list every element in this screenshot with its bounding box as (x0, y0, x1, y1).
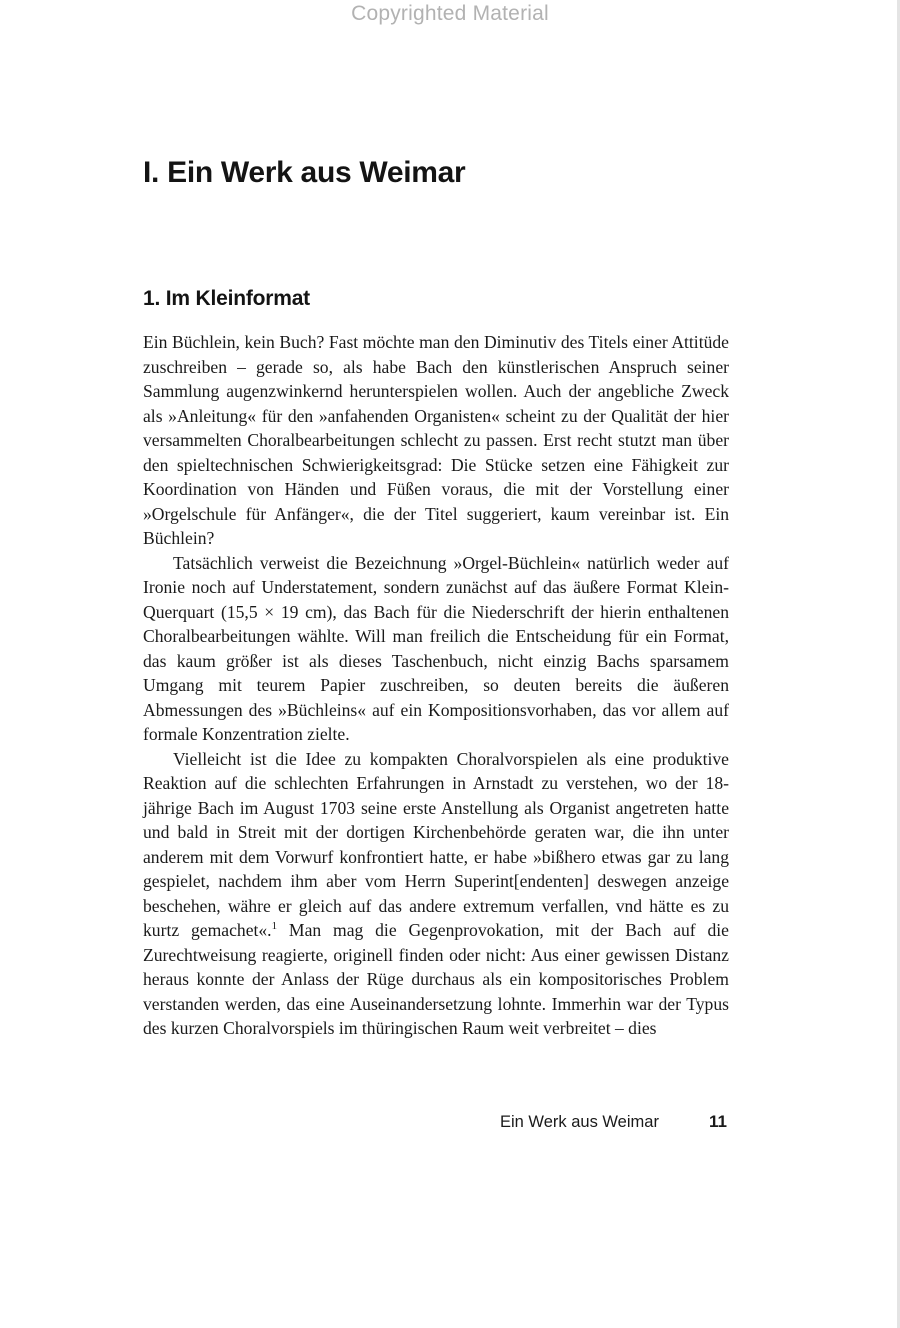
footnote-reference[interactable]: 1 (271, 920, 278, 933)
running-footer-title: Ein Werk aus Weimar (500, 1113, 659, 1131)
body-text (143, 330, 729, 1041)
paragraph-3 (143, 747, 729, 1041)
paragraph-3-text: Vielleicht ist die Idee zu kompakten Choralvorspielen als eine produktive Reaktion auf die schlechten Erfahrungen in Arnstadt zu verstehen, wo der 18-jährige Bach im August 1703 seine erste Anstellung als Organist angetreten hatte und bald in Streit mit der dortigen Kirchenbehörde geraten war, die ihn unter anderem mit dem Vorwurf konfrontiert hatte, er habe »bißhero etwas gar zu lang gespielet, nachdem ihm aber vom Herrn Superint[endenten] deswegen anzeige beschehen, währe er gleich auf das andere extremum verfallen, vnd hätte es zu kurtz gemachet«. (143, 748, 729, 940)
page-number: 11 (709, 1112, 727, 1131)
paragraph-2: Tatsächlich verweist die Bezeichnung »Orgel-Büchlein« natürlich weder auf Ironie noch auf Understatement, sondern zunächst auf das äußere Format Klein-Querquart (15,5 × 19 cm), das Bach für die Niederschrift der hierin enthaltenen Choralbearbeitungen wählte. Will man freilich die Entscheidung für ein Format, das kaum größer ist als dieses Taschenbuch, nicht einzig Bachs sparsamem Umgang mit teurem Papier zuschreiben, so deuten bereits die äußeren Abmessungen des »Büchleins« auf ein Kompositionsvorhaben, das vor allem auf formale Konzentration zielte. (143, 552, 729, 744)
chapter-title: I. Ein Werk aus Weimar (143, 156, 466, 189)
paragraph-1: Ein Büchlein, kein Buch? Fast möchte man den Diminutiv des Titels einer Attitüde zuschreiben – gerade so, als habe Bach den künstlerischen Anspruch seiner Sammlung augenzwinkernd herunterspielen wollen. Auch der angebliche Zweck als »Anleitung« für den »anfahenden Organisten« scheint zu der Qualität der hier versammelten Choralbearbeitungen schlecht zu passen. Erst recht stutzt man über den spieltechnischen Schwierigkeitsgrad: Die Stücke setzen eine Fähigkeit zur Koordination von Händen und Füßen voraus, die mit der Vorstellung einer »Orgelschule für Anfänger«, die der Titel suggeriert, kaum vereinbar ist. Ein Büchlein? (143, 332, 729, 548)
paragraph-3-text-continued: Man mag die Gegenprovokation, mit der Bach auf die Zurechtweisung reagierte, originell finden oder nicht: Aus einer gewissen Distanz heraus konnte der Anlass der Rüge durchaus als ein kompositorisches Problem verstanden werden, das eine Auseinandersetzung lohnte. Immerhin war der Typus des kurzen Choralvorspiels im thüringischen Raum weit verbreitet – dies (143, 920, 729, 1038)
copyright-watermark: Copyrighted Material (351, 2, 549, 25)
section-title: 1. Im Kleinformat (143, 287, 310, 310)
